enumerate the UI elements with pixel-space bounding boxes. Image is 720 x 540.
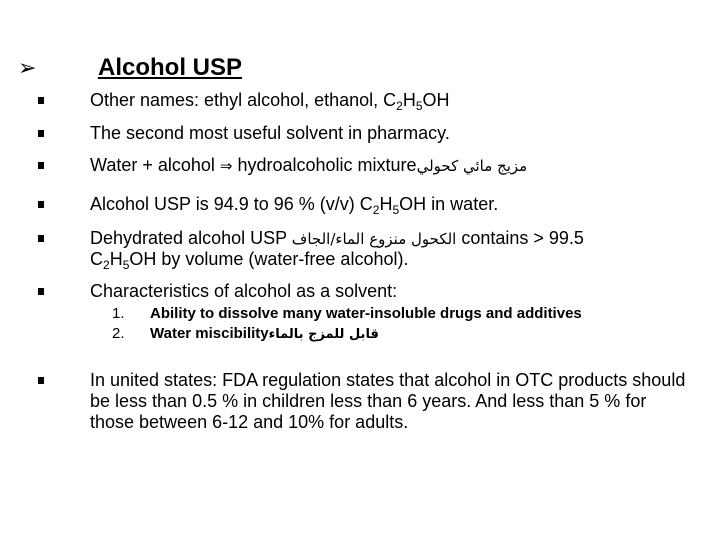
square-bullet-icon bbox=[38, 130, 44, 137]
square-bullet-icon bbox=[38, 288, 44, 295]
list-item bbox=[38, 370, 698, 434]
arabic-text: قابل للمزج بالماء bbox=[268, 327, 379, 342]
list-item bbox=[38, 90, 698, 112]
sublist-text: Water miscibilityقابل للمزج بالماء bbox=[150, 325, 379, 342]
arrow-bullet-icon: ➢ bbox=[18, 56, 37, 81]
arabic-text: الكحول منزوع الماء/الجاف bbox=[291, 230, 457, 248]
bullet-text: Dehydrated alcohol USP الكحول منزوع الماء/الجاف contains > 99.5 $C_2H_5OH$ by volume (water-free alcohol). bbox=[90, 228, 584, 272]
slide-title: Alcohol USP bbox=[98, 54, 243, 81]
square-bullet-icon bbox=[38, 235, 44, 242]
bullet-text: Other names: ethyl alcohol, ethanol, $C_2H_5OH$ bbox=[90, 90, 450, 113]
bullet-text: Water + alcohol ⇒ hydroalcoholic mixtureمزيج مائي كحولي bbox=[90, 155, 528, 175]
list-item bbox=[38, 281, 698, 303]
arabic-text: مزيج مائي كحولي bbox=[416, 157, 528, 175]
list-item bbox=[38, 155, 698, 177]
square-bullet-icon bbox=[38, 162, 44, 169]
bullet-text: Alcohol USP is 94.9 to 96 % (v/v) $C_2H_5OH$ in water. bbox=[90, 194, 499, 217]
item-number: 2. bbox=[112, 325, 125, 342]
bullet-text: Characteristics of alcohol as a solvent: bbox=[90, 281, 398, 301]
list-item bbox=[38, 228, 698, 272]
list-item bbox=[38, 194, 698, 216]
bullet-text: In united states: FDA regulation states that alcohol in OTC products should be less than 0.5 % in children less than 6 years. And less than 5 % for those between 6-12 and 10% for adults. bbox=[90, 370, 686, 432]
square-bullet-icon bbox=[38, 377, 44, 384]
bullet-text: The second most useful solvent in pharmacy. bbox=[90, 123, 450, 143]
item-number: 1. bbox=[112, 305, 125, 322]
numbered-sublist bbox=[112, 304, 672, 346]
square-bullet-icon bbox=[38, 201, 44, 208]
square-bullet-icon bbox=[38, 97, 44, 104]
sublist-text: Ability to dissolve many water-insoluble drugs and additives bbox=[150, 305, 582, 322]
implies-arrow-icon: ⇒ bbox=[219, 157, 233, 175]
list-item bbox=[38, 123, 698, 145]
